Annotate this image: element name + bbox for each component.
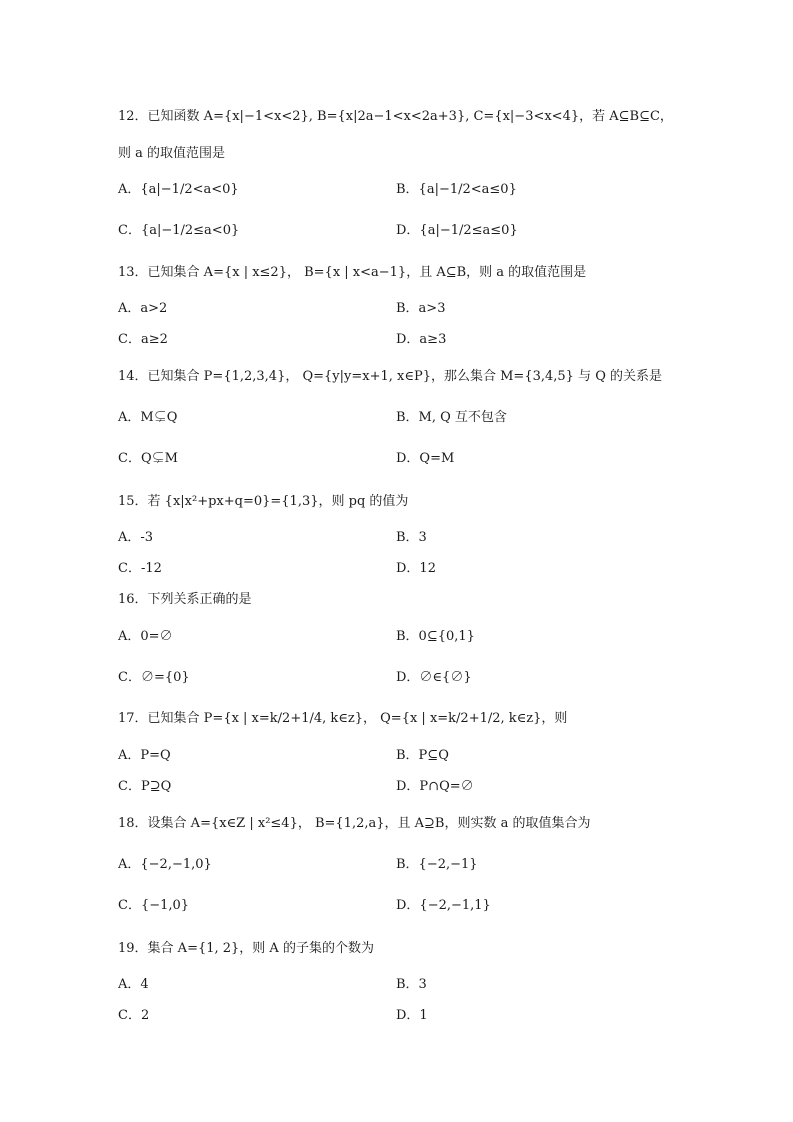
question-19-stem: 19．集合 A={1, 2}，则 A 的子集的个数为 [118, 941, 374, 956]
question-18-stem: 18．设集合 A={x∈Z | x²≤4}， B={1,2,a}，且 A⊇B，则实数 a 的取值集合为 [118, 816, 591, 831]
question-13-option-d: D．a≥3 [396, 332, 447, 347]
question-12-option-b: B．{a|−1/2<a≤0} [396, 182, 517, 197]
question-12-option-d: D．{a|−1/2≤a≤0} [396, 223, 518, 238]
question-13-stem: 13．已知集合 A={x | x≤2}， B={x | x<a−1}，且 A⊆B，则 a 的取值范围是 [118, 265, 587, 280]
question-18-option-b: B．{−2,−1} [396, 857, 478, 872]
question-13-option-b: B．a>3 [396, 301, 446, 316]
question-16-option-b: B．0⊆{0,1} [396, 629, 475, 644]
question-14-option-b: B．M, Q 互不包含 [396, 410, 507, 425]
question-19-option-d: D．1 [396, 1008, 428, 1023]
question-15-option-a: A．-3 [118, 530, 154, 545]
question-14-option-d: D．Q=M [396, 451, 455, 466]
question-18-option-d: D．{−2,−1,1} [396, 898, 491, 913]
question-12-option-c: C．{a|−1/2≤a<0} [118, 223, 240, 238]
question-12-stem: 12．已知函数 A={x|−1<x<2}, B={x|2a−1<x<2a+3}, C={x|−3<x<4}，若 A⊆B⊆C， [118, 109, 673, 124]
question-12-option-a: A．{a|−1/2<a<0} [118, 182, 239, 197]
question-17-option-d: D．P∩Q=∅ [396, 779, 474, 794]
question-15-option-b: B．3 [396, 530, 427, 545]
question-17-option-c: C．P⊇Q [118, 779, 172, 794]
question-17-option-a: A．P=Q [118, 748, 171, 763]
question-18-option-c: C．{−1,0} [118, 898, 190, 913]
question-12-stem-continued: 则 a 的取值范围是 [118, 146, 226, 161]
question-17-stem: 17．已知集合 P={x | x=k/2+1/4, k∈z}， Q={x | x=k/2+1/2, k∈z}，则 [118, 711, 568, 726]
question-16-option-a: A．0=∅ [118, 629, 173, 644]
question-15-option-d: D．12 [396, 561, 436, 576]
question-14-option-a: A．M⊊Q [118, 410, 178, 425]
question-19-option-a: A．4 [118, 977, 149, 992]
question-15-stem: 15．若 {x|x²+px+q=0}={1,3}，则 pq 的值为 [118, 494, 409, 509]
question-14-option-c: C．Q⊊M [118, 451, 178, 466]
question-19-option-c: C．2 [118, 1008, 150, 1023]
question-13-option-c: C．a≥2 [118, 332, 168, 347]
question-16-stem: 16．下列关系正确的是 [118, 592, 252, 607]
question-16-option-d: D．∅∈{∅} [396, 670, 472, 685]
question-17-option-b: B．P⊆Q [396, 748, 449, 763]
question-13-option-a: A．a>2 [118, 301, 168, 316]
question-14-stem: 14．已知集合 P={1,2,3,4}， Q={y|y=x+1, x∈P}，那么集合 M={3,4,5} 与 Q 的关系是 [118, 369, 662, 384]
question-18-option-a: A．{−2,−1,0} [118, 857, 212, 872]
question-15-option-c: C．-12 [118, 561, 162, 576]
question-19-option-b: B．3 [396, 977, 427, 992]
question-16-option-c: C．∅={0} [118, 670, 190, 685]
